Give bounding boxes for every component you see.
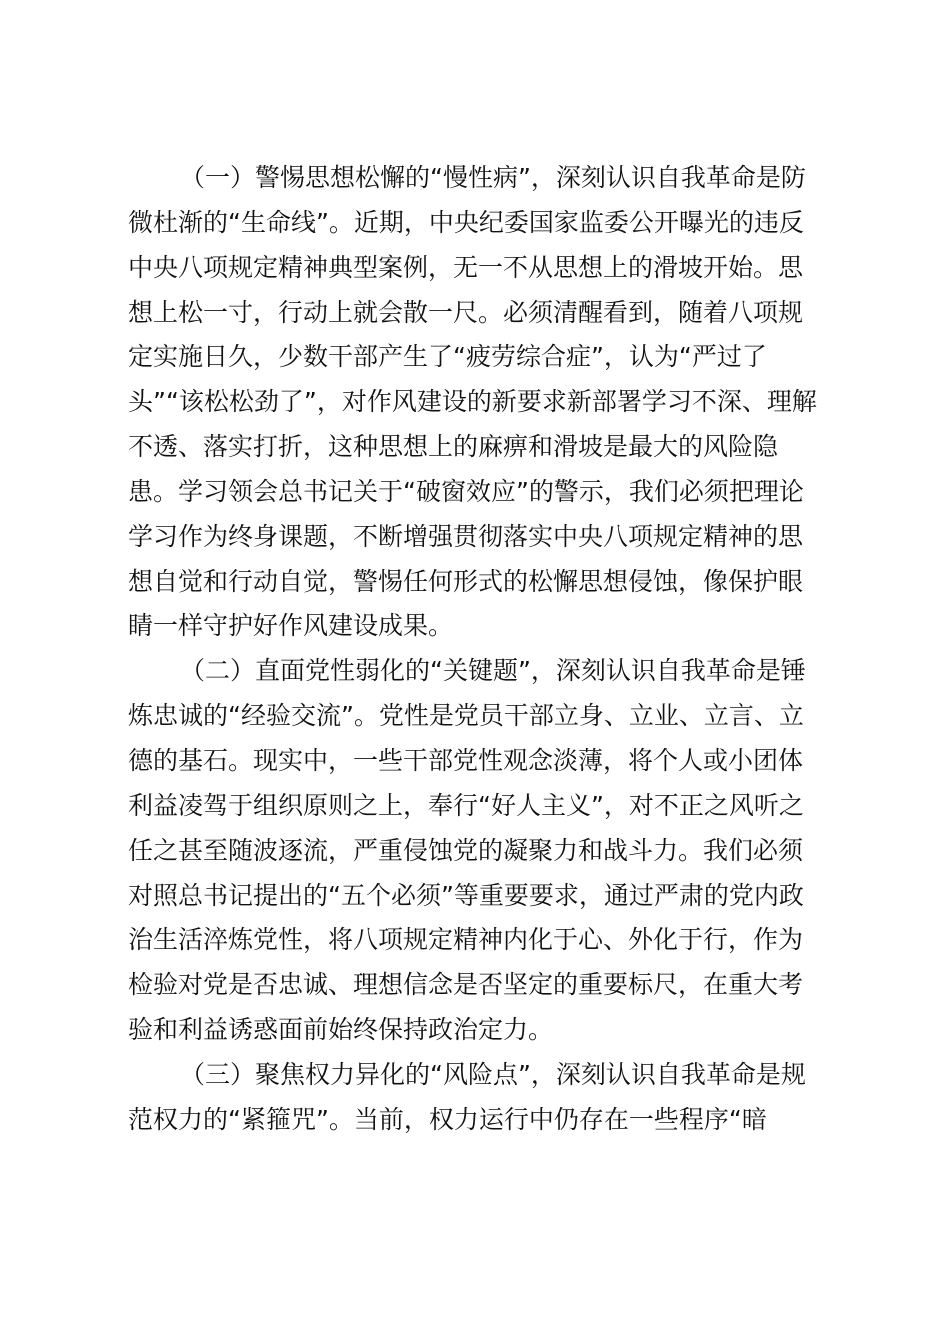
paragraph-1-heading-line: （一）警惕思想松懈的“慢性病”，深刻认识自我革命是防 [180,163,806,192]
paragraph-3-heading-line: （三）聚焦权力异化的“风险点”，深刻认识自我革命是规 [180,1059,806,1089]
paragraph-1-line: 中央八项规定精神典型案例，无一不从思想上的滑坡开始。思 [128,252,804,282]
paragraph-2-heading-line: （二）直面党性弱化的“关键题”，深刻认识自我革命是锤 [180,656,806,686]
paragraph-2-line: 德的基石。现实中，一些干部党性观念淡薄，将个人或小团体 [128,745,804,775]
paragraph-1-line: 微杜渐的“生命线”。近期，中央纪委国家监委公开曝光的违反 [128,207,804,237]
document-body [128,156,828,1143]
paragraph-1-line: 睛一样守护好作风建设成果。 [128,611,454,641]
paragraph-1-line: 患。学习领会总书记关于“破窗效应”的警示，我们必须把理论 [128,476,804,506]
paragraph-2-line: 验和利益诱惑面前始终保持政治定力。 [128,1015,554,1045]
paragraph-1-line: 定实施日久，少数干部产生了“疲劳综合症”，认为“严过了 [128,342,767,372]
paragraph-2-line: 对照总书记提出的“五个必须”等重要要求，通过严肃的党内政 [128,880,804,910]
paragraph-2-line: 检验对党是否忠诚、理想信念是否坚定的重要标尺，在重大考 [128,970,804,1000]
paragraph-2-line: 治生活淬炼党性，将八项规定精神内化于心、外化于行，作为 [128,925,804,955]
paragraph-1-line: 想自觉和行动自觉，警惕任何形式的松懈思想侵蚀，像保护眼 [128,566,804,596]
paragraph-3-line: 范权力的“紧箍咒”。当前，权力运行中仍存在一些程序“暗 [128,1104,767,1134]
paragraph-1-line: 想上松一寸，行动上就会散一尺。必须清醒看到，随着八项规 [128,297,804,327]
paragraph-2-line: 任之甚至随波逐流，严重侵蚀党的凝聚力和战斗力。我们必须 [128,835,804,865]
paragraph-2-line: 炼忠诚的“经验交流”。党性是党员干部立身、立业、立言、立 [128,701,804,731]
paragraph-1-line: 头”“该松松劲了”，对作风建设的新要求新部署学习不深、理解 [128,387,817,417]
paragraph-1-line: 不透、落实打折，这种思想上的麻痹和滑坡是最大的风险隐 [128,432,779,462]
paragraph-1-line: 学习作为终身课题，不断增强贯彻落实中央八项规定精神的思 [128,521,804,551]
paragraph-2-line: 利益凌驾于组织原则之上，奉行“好人主义”，对不正之风听之 [128,790,804,820]
